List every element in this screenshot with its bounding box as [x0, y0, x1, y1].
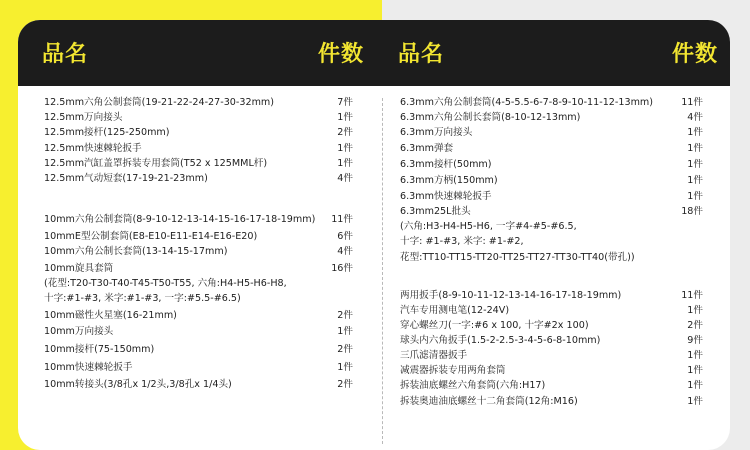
list-item: 减震器拆装专用两角套筒	[400, 365, 506, 376]
item-qty: 1件	[687, 365, 703, 376]
list-item-detail: 十字:#1-#3, 米字:#1-#3, 一字:#5.5-#6.5)	[44, 293, 241, 304]
item-qty: 4件	[337, 246, 353, 257]
list-item: 球头内六角扳手(1.5-2-2.5-3-4-5-6-8-10mm)	[400, 335, 601, 346]
item-qty: 16件	[331, 263, 353, 274]
item-qty: 4件	[337, 173, 353, 184]
list-item: 12.5mm汽缸盖罩拆装专用套筒(T52 x 125MML杆)	[44, 158, 268, 169]
list-item: 12.5mm接杆(125-250mm)	[44, 127, 170, 138]
item-qty: 18件	[681, 206, 703, 217]
list-item: 10mm旋具套筒	[44, 263, 114, 274]
item-qty: 9件	[687, 335, 703, 346]
item-qty: 1件	[337, 143, 353, 154]
item-qty: 11件	[681, 290, 703, 301]
list-item-detail: 十字: #1-#3, 米字: #1-#2,	[400, 236, 524, 247]
list-item: 6.3mm接杆(50mm)	[400, 159, 492, 170]
list-item-detail: (花型:T20-T30-T40-T45-T50-T55, 六角:H4-H5-H6-H8,	[44, 278, 287, 289]
item-qty: 1件	[687, 143, 703, 154]
list-item: 10mm快速棘轮扳手	[44, 362, 133, 373]
list-item: 6.3mm弹套	[400, 143, 454, 154]
parts-list-card	[18, 20, 730, 450]
item-qty: 11件	[331, 214, 353, 225]
item-qty: 1件	[687, 191, 703, 202]
list-item: 6.3mm25L批头	[400, 206, 471, 217]
list-item: 10mmE型公制套筒(E8-E10-E11-E14-E16-E20)	[44, 231, 258, 242]
item-qty: 1件	[337, 326, 353, 337]
list-item: 10mm六角公制套筒(8-9-10-12-13-14-15-16-17-18-19mm)	[44, 214, 316, 225]
list-item: 拆装奥迪油底螺丝十二角套筒(12角:M16)	[400, 396, 578, 407]
item-qty: 1件	[687, 159, 703, 170]
item-qty: 11件	[681, 97, 703, 108]
list-item: 拆装油底螺丝六角套筒(六角:H17)	[400, 380, 546, 391]
list-item: 三爪滤清器扳手	[400, 350, 468, 361]
item-qty: 2件	[337, 344, 353, 355]
list-item: 穿心螺丝刀(一字:#6 x 100, 十字#2x 100)	[400, 320, 589, 331]
list-item: 两用扳手(8-9-10-11-12-13-14-16-17-18-19mm)	[400, 290, 622, 301]
item-qty: 2件	[687, 320, 703, 331]
item-qty: 2件	[337, 127, 353, 138]
item-qty: 1件	[687, 396, 703, 407]
left-name-header: 品名	[42, 42, 89, 67]
list-item: 10mm磁性火星塞(16-21mm)	[44, 310, 177, 321]
list-item: 6.3mm快速棘轮扳手	[400, 191, 492, 202]
item-qty: 1件	[337, 158, 353, 169]
list-item: 6.3mm方柄(150mm)	[400, 175, 498, 186]
right-qty-header: 件数	[672, 42, 719, 67]
list-item: 10mm转接头(3/8孔x 1/2头,3/8孔x 1/4头)	[44, 379, 232, 390]
item-qty: 1件	[687, 380, 703, 391]
list-item-detail: (六角:H3-H4-H5-H6, 一字#4-#5-#6.5,	[400, 221, 577, 232]
list-item: 12.5mm气动短套(17-19-21-23mm)	[44, 173, 208, 184]
item-qty: 6件	[337, 231, 353, 242]
list-item: 汽车专用测电笔(12-24V)	[400, 305, 510, 316]
item-qty: 2件	[337, 379, 353, 390]
list-item: 12.5mm万向接头	[44, 112, 123, 123]
left-qty-header: 件数	[318, 42, 365, 67]
list-item: 6.3mm六角公制套筒(4-5-5.5-6-7-8-9-10-11-12-13mm)	[400, 97, 654, 108]
item-qty: 1件	[337, 112, 353, 123]
right-name-header: 品名	[398, 42, 445, 67]
item-qty: 1件	[687, 175, 703, 186]
item-qty: 1件	[337, 362, 353, 373]
list-item: 10mm万向接头	[44, 326, 114, 337]
item-qty: 1件	[687, 350, 703, 361]
item-qty: 7件	[337, 97, 353, 108]
item-qty: 1件	[687, 127, 703, 138]
list-item: 10mm六角公制长套筒(13-14-15-17mm)	[44, 246, 228, 257]
list-item: 6.3mm六角公制长套筒(8-10-12-13mm)	[400, 112, 581, 123]
list-item-detail: 花型:TT10-TT15-TT20-TT25-TT27-TT30-TT40(带孔))	[400, 252, 635, 263]
list-item: 10mm接杆(75-150mm)	[44, 344, 155, 355]
item-qty: 2件	[337, 310, 353, 321]
item-qty: 1件	[687, 305, 703, 316]
item-qty: 4件	[687, 112, 703, 123]
column-divider	[382, 98, 383, 444]
list-item: 12.5mm六角公制套筒(19-21-22-24-27-30-32mm)	[44, 97, 275, 108]
table-header	[18, 20, 730, 86]
list-item: 12.5mm快速棘轮扳手	[44, 143, 142, 154]
list-item: 6.3mm万向接头	[400, 127, 473, 138]
